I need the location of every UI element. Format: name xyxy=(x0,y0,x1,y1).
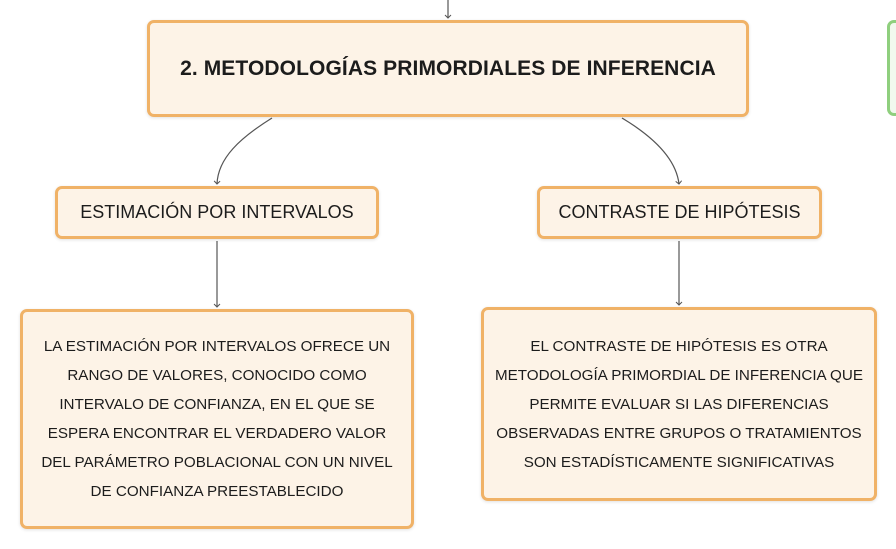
main-topic-label: 2. METODOLOGÍAS PRIMORDIALES DE INFERENCIA xyxy=(180,56,716,80)
branch-label-contraste: CONTRASTE DE HIPÓTESIS xyxy=(558,202,801,222)
branch-node-estimacion[interactable] xyxy=(55,186,379,239)
description-text-estimacion: LA ESTIMACIÓN POR INTERVALOS OFRECE UN RANGO DE VALORES, CONOCIDO COMO INTERVALO DE CONFIANZA, EN EL QUE SE ESPERA ENCONTRAR EL VERDADERO VALOR DEL PARÁMETRO POBLACIONAL CON UN NIVEL DE CONFIANZA PREESTABLECIDO xyxy=(41,338,393,500)
description-node-estimacion[interactable] xyxy=(20,309,414,529)
branch-node-contraste[interactable] xyxy=(537,186,822,239)
connector-main-to-right xyxy=(622,118,679,184)
branch-label-estimacion: ESTIMACIÓN POR INTERVALOS xyxy=(80,202,354,222)
main-topic-node[interactable] xyxy=(147,20,749,117)
side-node-partial[interactable] xyxy=(887,20,896,116)
description-text-contraste: EL CONTRASTE DE HIPÓTESIS ES OTRA METODOLOGÍA PRIMORDIAL DE INFERENCIA QUE PERMITE EVALUAR SI LAS DIFERENCIAS OBSERVADAS ENTRE GRUPOS O TRATAMIENTOS SON ESTADÍSTICAMENTE SIGNIFICATIVAS xyxy=(495,337,863,471)
description-node-contraste[interactable] xyxy=(481,307,877,501)
connector-main-to-left xyxy=(217,118,272,184)
